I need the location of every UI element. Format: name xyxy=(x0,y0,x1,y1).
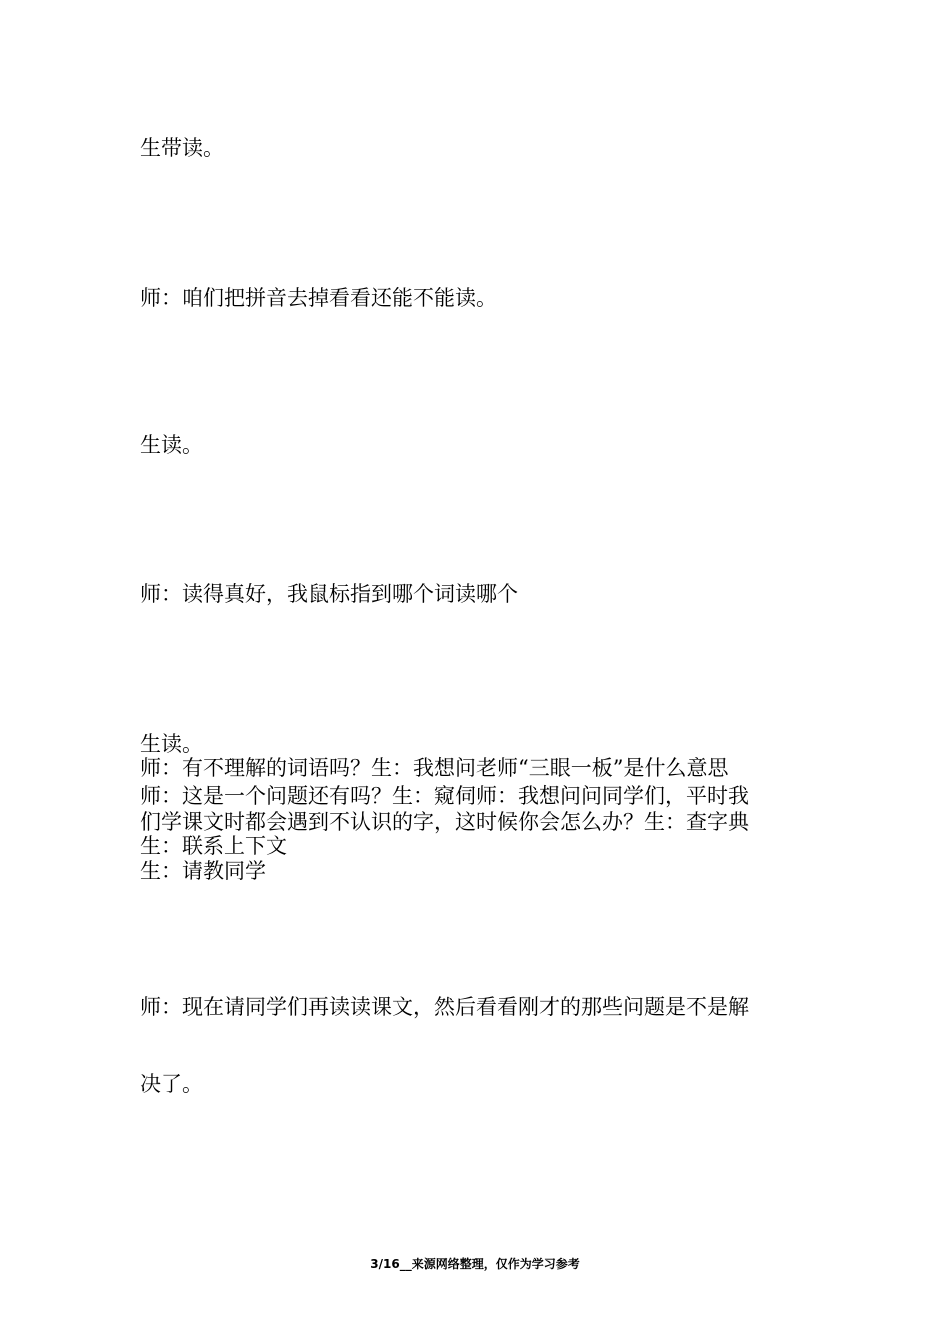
text-line-11: 师：现在请同学们再读读课文，然后看看刚才的那些问题是不是解 xyxy=(140,995,749,1019)
text-line-6: 师：有不理解的词语吗？生：我想问老师“三眼一板”是什么意思 xyxy=(140,756,729,780)
page-footer: 3/16__来源网络整理，仅作为学习参考 xyxy=(370,1257,580,1271)
text-line-4: 师：读得真好，我鼠标指到哪个词读哪个 xyxy=(140,582,518,606)
text-line-10: 生：请教同学 xyxy=(140,859,266,883)
text-line-9: 生：联系上下文 xyxy=(140,834,287,858)
text-line-3: 生读。 xyxy=(140,433,203,457)
text-line-8: 们学课文时都会遇到不认识的字，这时候你会怎么办？生：查字典 xyxy=(140,810,749,834)
text-line-2: 师：咱们把拼音去掉看看还能不能读。 xyxy=(140,286,497,310)
text-line-5: 生读。 xyxy=(140,732,203,756)
text-line-1: 生带读。 xyxy=(140,136,224,160)
text-line-12: 决了。 xyxy=(140,1072,203,1096)
text-line-7: 师：这是一个问题还有吗？生：窥伺师：我想问问同学们，平时我 xyxy=(140,784,749,808)
